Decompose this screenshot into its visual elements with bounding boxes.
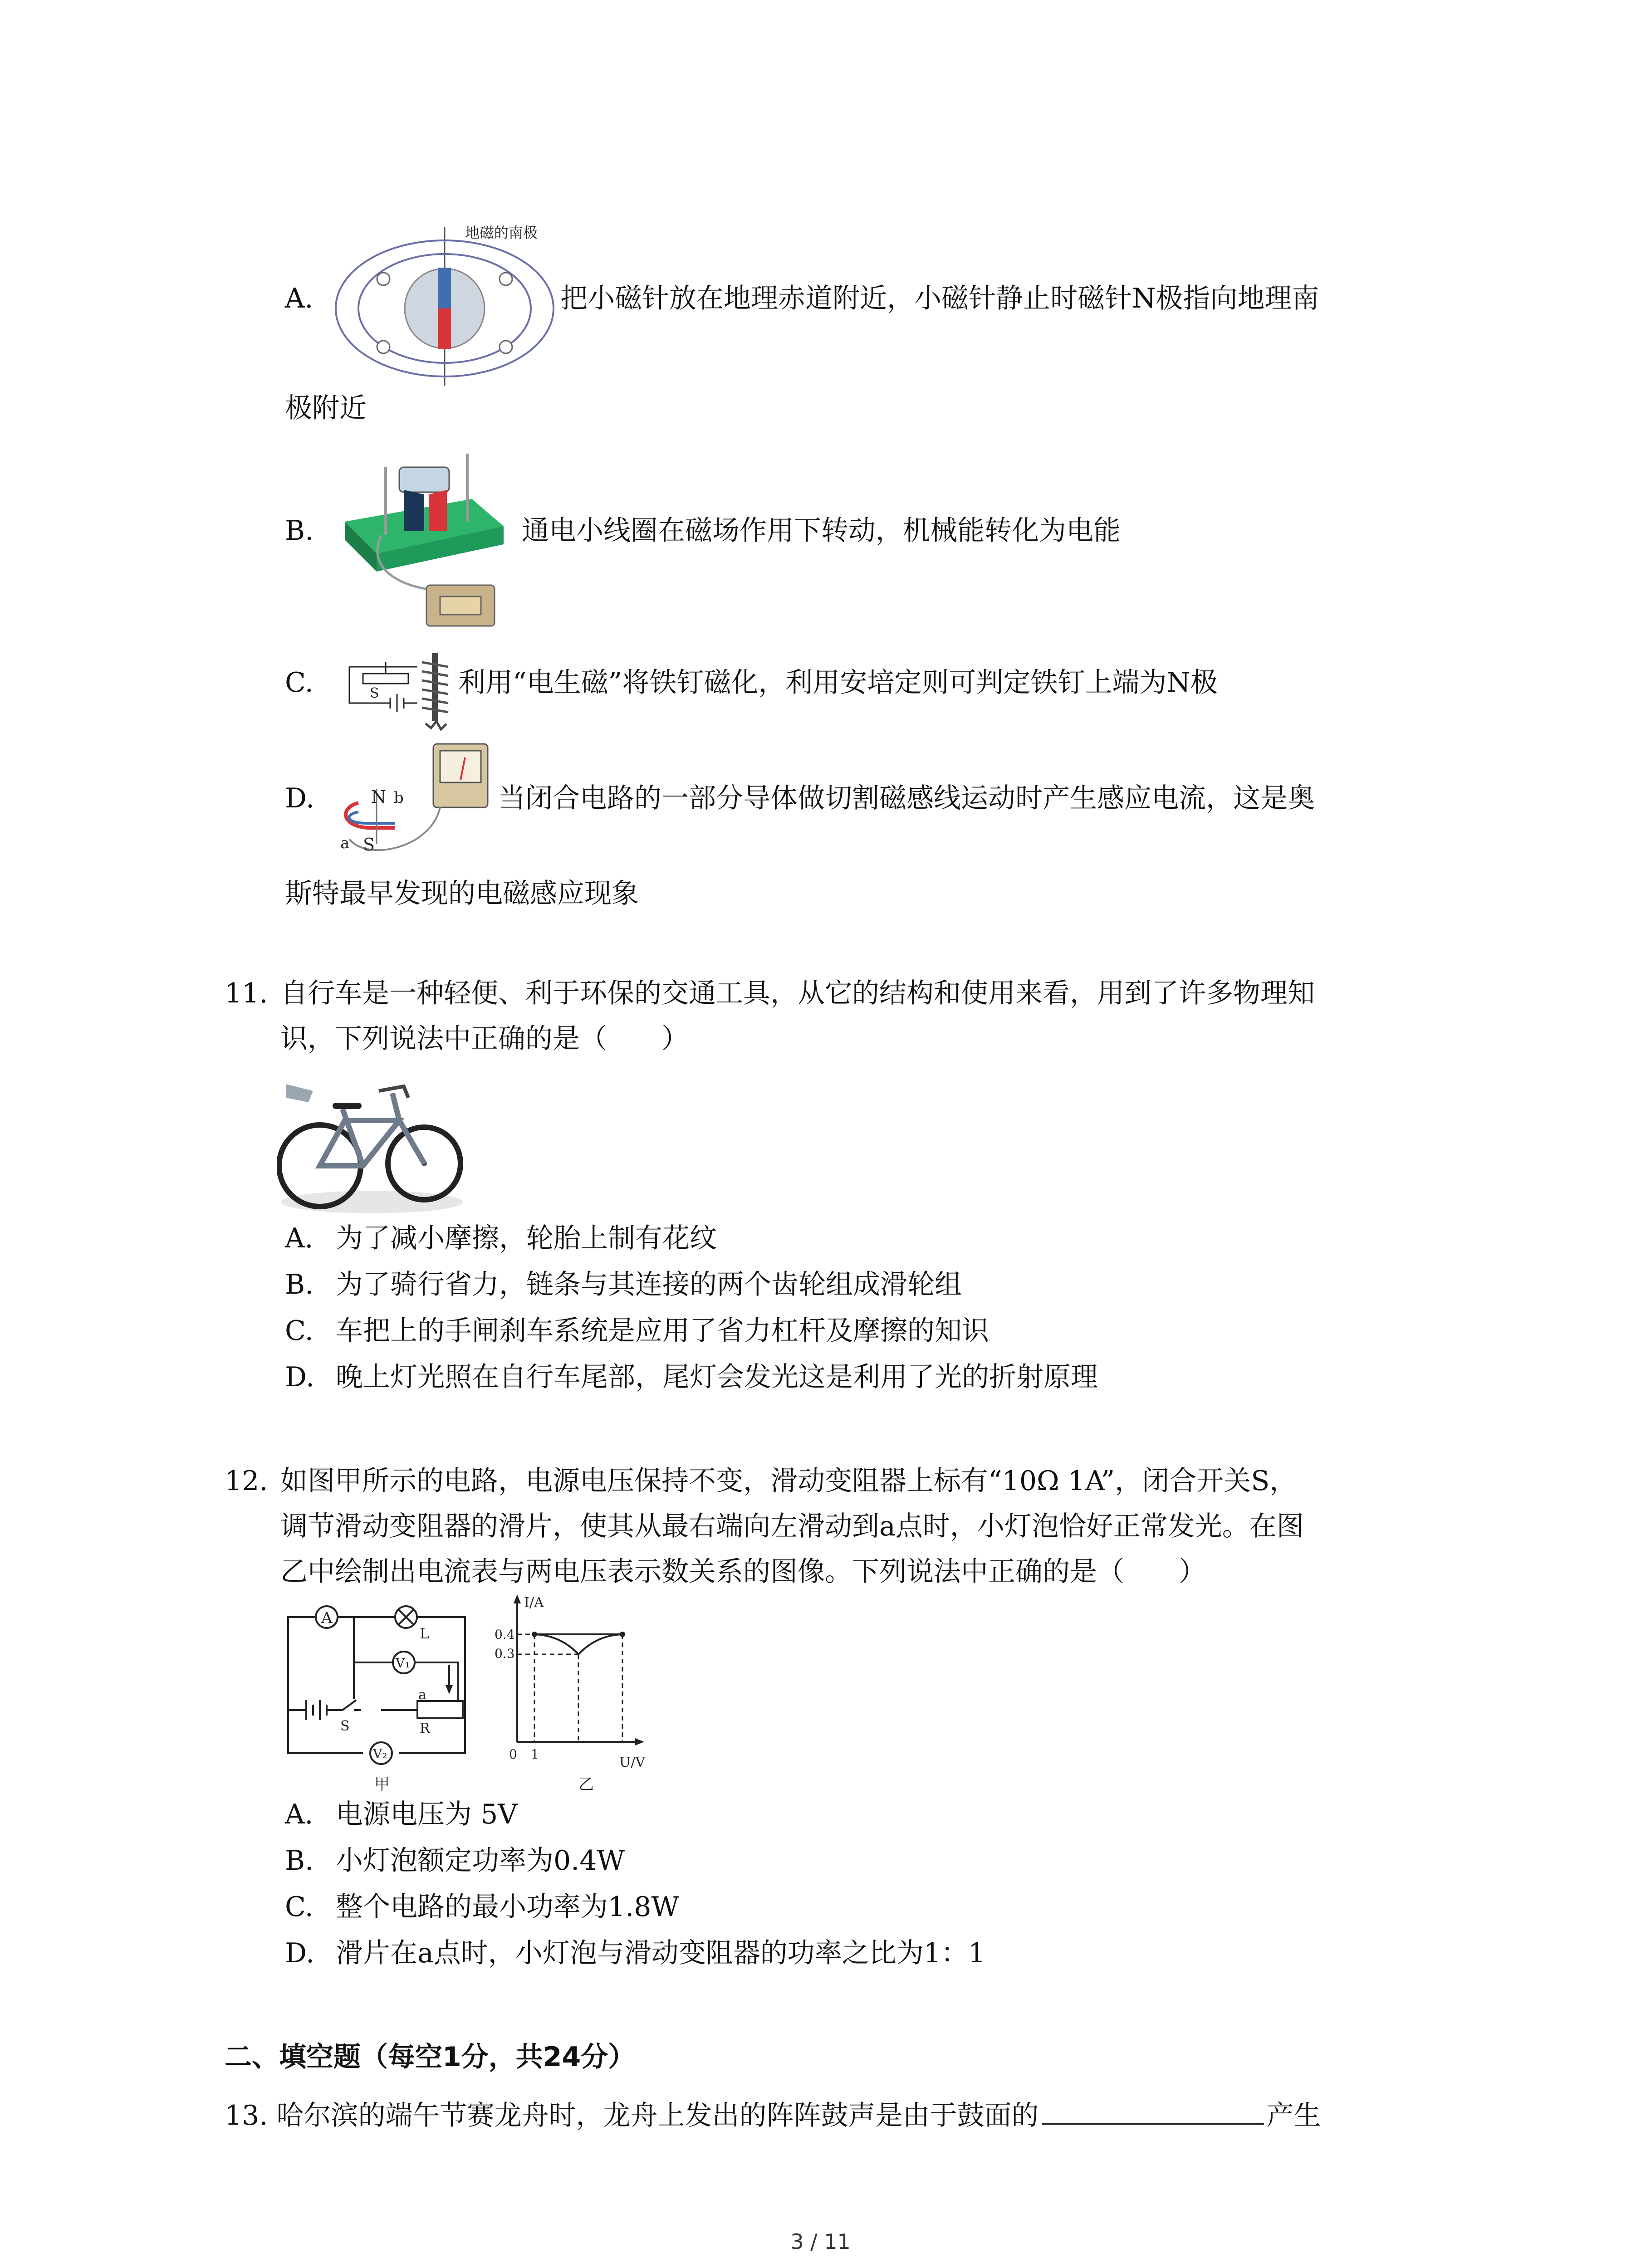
- graph-y-tick-0-3: 0.3: [495, 1646, 515, 1661]
- earth-magnetic-field-figure: [331, 222, 567, 390]
- q13-answer-blank: [1042, 2096, 1264, 2125]
- graph-caption-yi: 乙: [578, 1775, 594, 1794]
- graph-origin: 0: [509, 1747, 517, 1762]
- q11-option-d-label: D.: [285, 1361, 315, 1393]
- q13-text-before: 哈尔滨的端午节赛龙舟时，龙舟上发出的阵阵鼓声是由于鼓面的: [276, 2100, 1039, 2131]
- q12-number: 12.: [225, 1465, 268, 1497]
- q12-stem-line2: 调节滑动变阻器的滑片，使其从最右端向左滑动到a点时，小灯泡恰好正常发光。在图: [280, 1510, 1304, 1542]
- option-c-label: C.: [285, 667, 314, 699]
- q13-text-after: 产生: [1266, 2100, 1321, 2131]
- voltmeter-v2-label: V₂: [373, 1746, 387, 1761]
- q11-option-b-text: 为了骑行省力，链条与其连接的两个齿轮组成滑轮组: [336, 1269, 962, 1300]
- q11-option-c-text: 车把上的手闸刹车系统是应用了省力杠杆及摩擦的知识: [336, 1315, 989, 1347]
- q12-option-b-label: B.: [285, 1845, 314, 1877]
- q12-option-d-text: 滑片在a点时，小灯泡与滑动变阻器的功率之比为1：1: [336, 1937, 986, 1969]
- q11-option-a-text: 为了减小摩擦，轮胎上制有花纹: [336, 1222, 717, 1254]
- motor-coil-figure: [336, 440, 513, 640]
- circuit-diagram-jia: [281, 1597, 472, 1805]
- ammeter-label: A: [321, 1609, 333, 1627]
- figure-caption-south-pole: 地磁的南极: [465, 224, 538, 241]
- q11-option-a-label: A.: [285, 1222, 314, 1254]
- q13-number: 13.: [225, 2100, 268, 2131]
- option-c-text: 利用“电生磁”将铁钉磁化，利用安培定则可判定铁钉上端为N极: [458, 667, 1218, 699]
- q11-number: 11.: [225, 978, 268, 1009]
- point-a-label: a: [418, 1687, 426, 1703]
- q11-option-c-label: C.: [285, 1315, 314, 1347]
- graph-y-tick-0-4: 0.4: [495, 1627, 515, 1642]
- graph-ylabel: I/A: [524, 1595, 544, 1611]
- option-a-text-line1: 把小磁针放在地理赤道附近，小磁针静止时磁针N极指向地理南: [560, 283, 1319, 314]
- option-a-text-line2: 极附近: [285, 392, 367, 424]
- bicycle-figure: [277, 1066, 467, 1216]
- magnet-s-label: S: [363, 835, 375, 855]
- option-d-label: D.: [285, 782, 315, 814]
- option-d-text-line1: 当闭合电路的一部分导体做切割磁感线运动时产生感应电流，这是奥: [498, 782, 1315, 814]
- q12-option-d-label: D.: [285, 1937, 315, 1969]
- conductor-b-label: b: [394, 789, 404, 807]
- switch-label: S: [340, 1718, 350, 1734]
- page-number: 3 / 11: [790, 2229, 851, 2254]
- q12-option-c-label: C.: [285, 1891, 314, 1923]
- switch-s-label: S: [370, 685, 379, 701]
- q11-option-b-label: B.: [285, 1269, 314, 1300]
- graph-x-tick-1: 1: [531, 1747, 539, 1762]
- q12-stem-line3: 乙中绘制出电流表与两电压表示数关系的图像。下列说法中正确的是（ ）: [280, 1556, 1206, 1588]
- current-voltage-graph-yi: [481, 1590, 662, 1808]
- q12-stem-line1: 如图甲所示的电路，电源电压保持不变，滑动变阻器上标有“10Ω 1A”，闭合开关S，: [280, 1465, 1297, 1497]
- electromagnet-nail-figure: [336, 644, 458, 735]
- q11-stem-line1: 自行车是一种轻便、利于环保的交通工具，从它的结构和使用来看，用到了许多物理知: [280, 978, 1315, 1009]
- resistor-label: R: [420, 1721, 430, 1736]
- q11-stem-line2: 识，下列说法中正确的是（ ）: [280, 1023, 689, 1055]
- q12-option-b-text: 小灯泡额定功率为0.4W: [336, 1845, 625, 1877]
- circuit-caption-jia: 甲: [374, 1775, 390, 1794]
- section-2-heading: 二、填空题（每空1分，共24分）: [225, 2041, 636, 2073]
- option-d-text-line2: 斯特最早发现的电磁感应现象: [285, 878, 639, 909]
- q13-line: [225, 2096, 1321, 2134]
- conductor-a-label: a: [340, 834, 350, 852]
- q11-option-d-text: 晚上灯光照在自行车尾部，尾灯会发光这是利用了光的折射原理: [336, 1361, 1098, 1393]
- induction-experiment-figure: [331, 735, 499, 866]
- q12-option-c-text: 整个电路的最小功率为1.8W: [336, 1891, 680, 1923]
- q12-option-a-label: A.: [285, 1799, 314, 1830]
- option-b-text: 通电小线圈在磁场作用下转动，机械能转化为电能: [522, 515, 1121, 547]
- q12-option-a-text: 电源电压为 5V: [336, 1799, 518, 1830]
- magnet-n-label: N: [371, 787, 387, 807]
- option-b-label: B.: [285, 515, 314, 547]
- graph-xlabel: U/V: [619, 1755, 646, 1770]
- voltmeter-v1-label: V₁: [396, 1656, 410, 1671]
- option-a-label: A.: [285, 283, 314, 314]
- lamp-label: L: [420, 1625, 430, 1642]
